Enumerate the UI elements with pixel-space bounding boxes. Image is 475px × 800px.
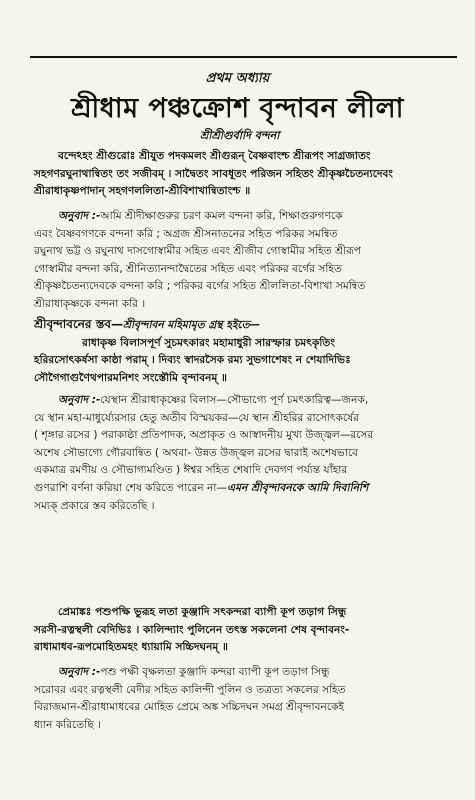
stava-section: শ্রীবৃন্দাবনের স্তব—শ্রীবৃন্দাবন মহিমামৃত গ্রন্থ হইতে— রাধাকৃষ্ণ বিলাসপূর্ণ সুচমৎকারং মহামাধুরী সারস্ফার চমৎকৃতিং হরিরসোৎকর্ষসা কাষ্ঠা পরাম্ । দিব্যং স্বাদরসৈক রম্য সুভগাশেষং ন শেযাদিভিঃ সৌগৈগাগুণৈথপারমনিশং সংস্তৌমি বৃন্দাবনম্ ॥ [34,317,351,384]
chapter-label: প্রথম অধ্যায় [205,71,270,86]
page-title: শ্রীধাম পঞ্চক্রোশ বৃন্দাবন লীলা [71,93,404,124]
verse-2: প্রেমাঙ্কঃ পশুপক্ষি ভুরূহ লতা কুঞ্জাদি সৎকন্দরা ব্যাপী কূপ তড়াগ সিন্ধু সরসী-রত্নস্থলী বেদিভিঃ । কালিন্দ্যাং পুলিনেন তৎস্ত সকলেনা শেষ বৃন্দাবনং- রাধামাধব-রূপমোহিতমহং ধ্যায়ামি সচ্চিদঘনম্ ॥ [34,606,350,654]
invocation-verse [34,148,455,201]
verse-line: বন্দেঽহং শ্রীগুরোঃ শ্রীযুত পদকমলং শ্রীগুরূন্ বৈষ্ণবাংশ্চ শ্রীরূপং সাগ্রজাতং [58,150,371,162]
anuvad-label: অনুবাদ :- [58,210,101,222]
stava-heading: শ্রীবৃন্দাবনের স্তব— [34,317,124,331]
section-subtitle: শ্রীশ্রীগুর্বাদি বন্দনা [200,129,280,142]
anuvad-label: অনুবাদ :- [58,394,101,406]
translation-2: অনুবাদ :-যেস্থান শ্রীরাধাকৃষ্ণের বিলাস—সৌভাগ্যে পূর্ণ চমৎকারিত্ব—জনক, যে স্থান মহা-মাধুর্য্যেরসার হেতু অতীব বিস্ময়কর—যে স্থান শ্রীহরির রাসোৎকর্ষের ( শৃঙ্গার রসের ) পরাকাষ্ঠা প্রতিপাদক, অপ্রাকৃত ও আস্বাদনীয় মুখ্য উজ্জ্বল—রসের অশেষ সৌভাগ্যে গৌরবান্বিত ( অথবা- উন্নত উজ্জ্বল রসের দ্বারাই অশেষভাবে একমাত্র রমণীয় ও সৌভাগ্যমণ্ডিত ) ঈশ্বর সহিত শেষাদি দেবগণ পর্য্যন্ত যাঁহার গুণরাশি বর্ণনা করিয়া শেষ করিতে পারেন না—এমন শ্রীবৃন্দাবনকে আমি দিবানিশি সম্যক্ প্রকারে স্তব করিতেছি । [34,394,374,512]
verse-line: শ্রীরাধাকৃষ্ণপাদান্ সহগণললিতা-শ্রীবিশাখান্বিতাংশ্চ ॥ [34,185,251,198]
translation-1: অনুবাদ :-আমি শ্রীদীক্ষাগুরুর চরণ কমল বন্দনা করি, শিক্ষাগুরুগণকে এবং বৈষ্ণবগণকে বন্দনা করি ; অগ্রজ শ্রীসনাতনের সহিত পরিকর সমন্বিত রঘুনাথ ভট্ট ও রঘুনাথ দাসগোস্বামীর সহিত এবং শ্রীজীব গোস্বামীর সহিত শ্রীরূপ গোস্বামীর বন্দনা করি, শ্রীনিত্যানন্দাদ্বৈতের সহিত এবং পরিকর বর্গের সহিত শ্রীকৃষ্ণচৈতন্যদেবকে বন্দনা করি ; পরিকর বর্গের সহিত শ্রীললিতা-বিশাখা সমন্বিত শ্রীরাধাকৃষ্ণকে বন্দনা করি । [34,210,366,310]
translation-3: অনুবাদ :-পশু পক্ষী বৃক্ষলতা কুঞ্জাদি কন্দরা ব্যাপী কূপ তড়াগ সিন্ধু সরোবর এবং রত্নস্থলী বেদীর সহিত কালিন্দী পুলিন ও তত্রত্য সকলের সহিত বিরাজমান-শ্রীরাধামাধবের মোহিত প্রেমে অঙ্ক সচ্চিদঘন সমগ্র শ্রীবৃন্দাবনকেই ধ্যান করিতেছি । [34,666,346,731]
anuvad-label: অনুবাদ :- [58,666,101,678]
verse-line: সহগণরঘুনাথান্বিতং তং সজীবম্ । সাদ্বৈতং সাবধূতং পরিজন সহিতং শ্রীকৃষ্ণচৈতন্যদেবং [34,167,393,180]
header-rule [30,56,457,58]
stava-source: শ্রীবৃন্দাবন মহিমামৃত গ্রন্থ হইতে— [123,319,261,331]
